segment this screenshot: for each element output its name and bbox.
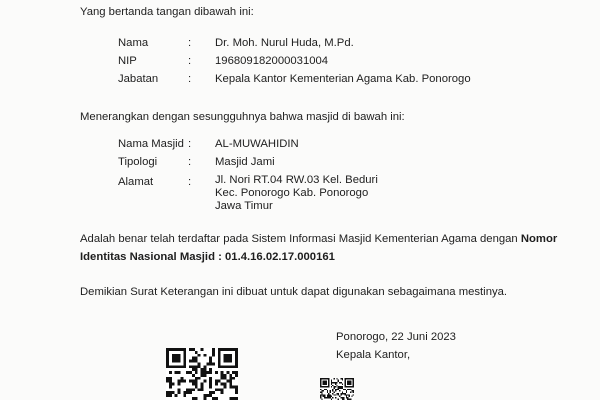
registration-id-number: Identitas Nasional Masjid : 01.4.16.02.17.000161 bbox=[80, 251, 335, 263]
statement-text: Menerangkan dengan sesungguhnya bahwa masjid di bawah ini: bbox=[80, 111, 405, 123]
mosque-type-value: Masjid Jami bbox=[215, 156, 275, 168]
qr-code-icon bbox=[166, 348, 238, 400]
mosque-type-sep: : bbox=[188, 156, 192, 168]
mosque-address-line-3: Jawa Timur bbox=[215, 200, 273, 212]
mosque-name-value: AL-MUWAHIDIN bbox=[215, 138, 299, 150]
signer-name-sep: : bbox=[188, 37, 192, 49]
signer-nip-sep: : bbox=[188, 55, 192, 67]
intro-text: Yang bertanda tangan dibawah ini: bbox=[80, 6, 254, 18]
mosque-address-line-1: Jl. Nori RT.04 RW.03 Kel. Beduri bbox=[215, 174, 378, 186]
signer-position-label: Jabatan bbox=[118, 73, 159, 85]
signer-position-title: Kepala Kantor, bbox=[336, 349, 411, 361]
registration-text: Adalah benar telah terdaftar pada Sistem Informasi Masjid Kementerian Agama dengan bbox=[80, 233, 521, 245]
place-date: Ponorogo, 22 Juni 2023 bbox=[336, 331, 456, 343]
mosque-address-line-2: Kec. Ponorogo Kab. Ponorogo bbox=[215, 187, 369, 199]
mosque-name-sep: : bbox=[188, 138, 192, 150]
registration-bold-nomor: Nomor bbox=[520, 233, 558, 245]
closing-text: Demikian Surat Keterangan ini dibuat untuk dapat digunakan sebagaimana mestinya. bbox=[80, 286, 508, 298]
mosque-name-label: Nama Masjid bbox=[118, 138, 184, 150]
mosque-address-label: Alamat bbox=[118, 176, 154, 188]
mosque-address-sep: : bbox=[188, 176, 192, 188]
signer-nip-label: NIP bbox=[118, 55, 137, 67]
signer-name-label: Nama bbox=[118, 37, 149, 49]
mosque-type-label: Tipologi bbox=[118, 156, 158, 168]
signer-name-value: Dr. Moh. Nurul Huda, M.Pd. bbox=[215, 37, 354, 49]
signature-qr-icon bbox=[320, 378, 354, 400]
registration-line-1 bbox=[80, 232, 557, 246]
signer-position-sep: : bbox=[188, 73, 192, 85]
signer-position-value: Kepala Kantor Kementerian Agama Kab. Ponorogo bbox=[215, 73, 471, 85]
signer-nip-value: 196809182000031004 bbox=[215, 55, 329, 67]
